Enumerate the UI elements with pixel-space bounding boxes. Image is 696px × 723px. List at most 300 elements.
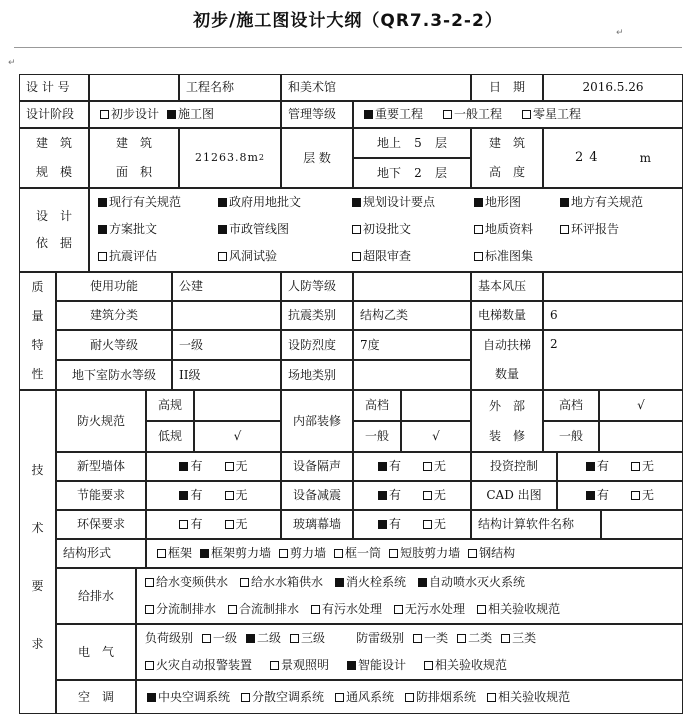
option-label: 一类 <box>424 631 449 645</box>
above-ground-floors[interactable] <box>353 128 471 158</box>
hvac-option[interactable] <box>405 690 476 705</box>
project-name-label: 工程名称 <box>179 74 281 101</box>
building-area-field[interactable] <box>179 128 281 188</box>
building-area-label <box>89 128 179 188</box>
environmental-label: 环保要求 <box>56 510 146 539</box>
yes-option[interactable] <box>378 517 401 532</box>
water-option[interactable] <box>145 602 216 617</box>
date-field[interactable]: 2016.5.26 <box>543 74 683 101</box>
option-label: 施工图 <box>178 107 215 121</box>
checkbox[interactable] <box>218 225 227 234</box>
checkbox[interactable] <box>240 578 249 587</box>
mgmt-level-label: 管理等级 <box>281 101 353 128</box>
load-option[interactable] <box>290 631 325 646</box>
checkbox[interactable] <box>378 462 387 471</box>
option-label: 有污水处理 <box>322 602 383 616</box>
yes-option[interactable] <box>586 488 609 503</box>
option-label: 分散空调系统 <box>252 689 325 704</box>
option-label: 有 <box>388 459 401 473</box>
side-char: 求 <box>31 636 44 651</box>
option-label: 给水水箱供水 <box>251 575 324 589</box>
option-label: 有 <box>596 459 609 473</box>
option-label: 中央空调系统 <box>158 689 231 704</box>
option-label: 景观照明 <box>281 658 330 672</box>
function-label: 使用功能 <box>56 272 172 301</box>
exterior-decoration-label <box>471 390 543 452</box>
structure-option[interactable] <box>200 546 271 561</box>
checkbox[interactable] <box>631 462 640 471</box>
curtain-wall-options <box>353 510 471 539</box>
checkbox[interactable] <box>145 605 154 614</box>
checkbox[interactable] <box>347 661 356 670</box>
structure-form-label: 结构形式 <box>56 539 146 568</box>
option-label: 三类 <box>512 631 537 645</box>
label-line: 外 部 <box>488 398 525 413</box>
checkbox[interactable] <box>474 225 483 234</box>
area-value: 21263.8m <box>194 151 259 165</box>
civil-defense-label: 人防等级 <box>281 272 353 301</box>
checkbox[interactable] <box>228 605 237 614</box>
label-line: 数量 <box>494 367 519 381</box>
basis-option[interactable] <box>474 222 533 237</box>
new-wall-label: 新型墙体 <box>56 452 146 481</box>
option-label: 抗震评估 <box>109 249 158 264</box>
checkbox[interactable] <box>290 634 299 643</box>
civil-defense-field[interactable] <box>353 272 471 301</box>
checkbox[interactable] <box>241 693 250 702</box>
project-name-field[interactable]: 和美术馆 <box>281 74 471 101</box>
checkbox[interactable] <box>335 693 344 702</box>
escalator-count-field[interactable]: 2 <box>543 330 683 390</box>
design-outline-table <box>19 74 683 714</box>
lightning-option[interactable] <box>413 631 448 646</box>
yes-option[interactable] <box>586 459 609 474</box>
label-line: 面 积 <box>115 165 152 179</box>
option-label: 有 <box>190 517 203 531</box>
no-option[interactable] <box>423 517 446 532</box>
option-label: 地形图 <box>485 194 522 209</box>
basis-option[interactable] <box>474 195 521 210</box>
exterior-high-label: 高档 <box>543 390 599 421</box>
checkbox[interactable] <box>167 110 176 119</box>
checkbox[interactable] <box>413 634 422 643</box>
checkbox[interactable] <box>457 634 466 643</box>
basis-option[interactable] <box>352 249 411 264</box>
low-rise-field[interactable]: √ <box>194 421 281 452</box>
page-title: 初步/施工图设计大纲（QR7.3-2-2） <box>193 11 503 31</box>
vibration-damping-label: 设备减震 <box>281 481 353 510</box>
water-drainage-options <box>136 568 683 624</box>
energy-saving-label: 节能要求 <box>56 481 146 510</box>
date-label: 日 期 <box>471 74 543 101</box>
hvac-option[interactable] <box>335 690 394 705</box>
basis-option[interactable] <box>474 249 533 264</box>
basis-option[interactable] <box>560 222 619 237</box>
checkbox[interactable] <box>477 605 486 614</box>
wind-pressure-field[interactable] <box>543 272 683 301</box>
option-label: 框一筒 <box>345 546 382 560</box>
option-label: 方案批文 <box>109 221 158 236</box>
checkbox[interactable] <box>418 578 427 587</box>
no-option[interactable] <box>225 459 248 474</box>
checkbox[interactable] <box>405 693 414 702</box>
option-label: 无 <box>235 488 248 502</box>
checkbox[interactable] <box>394 605 403 614</box>
label-line: 建 筑 <box>115 136 152 150</box>
option-row <box>137 658 682 673</box>
checkbox[interactable] <box>147 693 156 702</box>
fire-rating-field[interactable]: 一级 <box>172 330 281 360</box>
structure-option[interactable] <box>468 546 515 561</box>
water-option[interactable] <box>418 575 525 590</box>
checkbox[interactable] <box>270 661 279 670</box>
option-label: 框架 <box>168 546 193 560</box>
checkbox[interactable] <box>98 198 107 207</box>
mgmt-option-important[interactable] <box>364 107 423 122</box>
function-field[interactable]: 公建 <box>172 272 281 301</box>
mgmt-option-minor[interactable] <box>522 107 581 122</box>
option-label: 合流制排水 <box>239 602 300 616</box>
no-option[interactable] <box>631 488 654 503</box>
basis-option[interactable] <box>352 222 411 237</box>
option-label: 规划设计要点 <box>363 194 436 209</box>
side-char: 质 <box>31 280 44 294</box>
seismic-class-field[interactable]: 结构乙类 <box>353 301 471 330</box>
load-option[interactable] <box>202 631 237 646</box>
basis-row <box>90 193 682 213</box>
electrical-option[interactable] <box>270 658 329 673</box>
basis-option[interactable] <box>218 195 301 210</box>
checkbox[interactable] <box>225 462 234 471</box>
option-row <box>137 575 682 590</box>
checkbox[interactable] <box>179 520 188 529</box>
side-char: 术 <box>31 520 44 535</box>
structure-option[interactable] <box>334 546 381 561</box>
checkbox[interactable] <box>352 198 361 207</box>
no-option[interactable] <box>423 488 446 503</box>
checkbox[interactable] <box>335 578 344 587</box>
building-category-label: 建筑分类 <box>56 301 172 330</box>
checkbox[interactable] <box>334 549 343 558</box>
option-label: 钢结构 <box>479 546 516 560</box>
energy-saving-options <box>146 481 281 510</box>
lightning-option[interactable] <box>457 631 492 646</box>
option-label: 重要工程 <box>375 107 424 121</box>
label-line: 规 模 <box>35 165 72 179</box>
basis-row <box>90 247 682 267</box>
checkbox[interactable] <box>157 549 166 558</box>
area-unit-sup: 2 <box>258 153 265 162</box>
no-option[interactable] <box>225 517 248 532</box>
checkbox[interactable] <box>474 198 483 207</box>
water-option[interactable] <box>240 575 323 590</box>
design-stage-label: 设计阶段 <box>19 101 89 128</box>
option-label: 现行有关规范 <box>109 194 182 209</box>
option-label: 三级 <box>301 631 326 645</box>
checkbox[interactable] <box>311 605 320 614</box>
fire-rating-label: 耐火等级 <box>56 330 172 360</box>
checkbox[interactable] <box>100 110 109 119</box>
checkbox[interactable] <box>225 520 234 529</box>
water-option[interactable] <box>311 602 382 617</box>
checkbox[interactable] <box>364 110 373 119</box>
electrical-option[interactable] <box>347 658 406 673</box>
lightning-level-label: 防雷级别 <box>356 631 405 645</box>
hvac-label: 空 调 <box>56 680 136 714</box>
vibration-damping-options <box>353 481 471 510</box>
side-char: 特 <box>31 338 44 352</box>
option-label: 给水变频供水 <box>156 575 229 589</box>
calc-software-field[interactable] <box>601 510 683 539</box>
exterior-general-field[interactable] <box>599 421 683 452</box>
option-label: 有 <box>388 488 401 502</box>
option-label: 无 <box>642 459 655 473</box>
basis-option[interactable] <box>98 195 181 210</box>
stage-option-preliminary[interactable] <box>100 107 159 122</box>
option-label: 智能设计 <box>358 658 407 672</box>
exterior-high-field[interactable]: √ <box>599 390 683 421</box>
option-label: 初设批文 <box>363 221 412 236</box>
paragraph-mark: ↵ <box>8 58 16 68</box>
yes-option[interactable] <box>179 517 202 532</box>
interior-high-label: 高档 <box>353 390 401 421</box>
water-option[interactable] <box>335 575 406 590</box>
checkbox[interactable] <box>225 491 234 500</box>
site-category-label: 场地类别 <box>281 360 353 390</box>
option-label: 风洞试验 <box>229 249 278 264</box>
interior-general-field[interactable]: √ <box>401 421 471 452</box>
option-label: 二类 <box>468 631 493 645</box>
checkbox[interactable] <box>179 462 188 471</box>
mgmt-level-options <box>353 101 683 128</box>
option-label: 环评报告 <box>571 221 620 236</box>
structure-option[interactable] <box>279 546 326 561</box>
elevator-count-label: 电梯数量 <box>471 301 543 330</box>
water-option[interactable] <box>145 575 228 590</box>
label-line: 依 据 <box>35 236 72 250</box>
curtain-wall-label: 玻璃幕墙 <box>281 510 353 539</box>
checkbox[interactable] <box>98 252 107 261</box>
checkbox[interactable] <box>98 225 107 234</box>
option-label: 有 <box>190 488 203 502</box>
checkbox[interactable] <box>378 491 387 500</box>
checkbox[interactable] <box>560 198 569 207</box>
option-label: 有 <box>596 488 609 502</box>
checkbox[interactable] <box>145 578 154 587</box>
structure-form-options <box>146 539 683 568</box>
checkbox[interactable] <box>522 110 531 119</box>
basis-option[interactable] <box>98 249 157 264</box>
high-rise-field[interactable] <box>194 390 281 421</box>
checkbox[interactable] <box>352 225 361 234</box>
floors-label: 层 数 <box>281 128 353 188</box>
no-option[interactable] <box>631 459 654 474</box>
option-label: 零星工程 <box>533 107 582 121</box>
water-drainage-label: 给排水 <box>56 568 136 624</box>
hvac-option[interactable] <box>487 690 570 705</box>
building-height-field[interactable] <box>543 128 683 188</box>
fire-code-label: 防火规范 <box>56 390 146 452</box>
above-value: 5 <box>414 135 422 150</box>
above-label: 地上 <box>376 135 401 150</box>
checkbox[interactable] <box>586 462 595 471</box>
yes-option[interactable] <box>179 488 202 503</box>
water-option[interactable] <box>228 602 299 617</box>
checkbox[interactable] <box>352 252 361 261</box>
option-label: 无 <box>434 488 447 502</box>
checkbox[interactable] <box>389 549 398 558</box>
structure-option[interactable] <box>389 546 460 561</box>
tech-side-label <box>19 390 56 714</box>
design-basis-options <box>89 188 683 272</box>
option-label: 初步设计 <box>111 107 160 121</box>
basis-option[interactable] <box>352 195 435 210</box>
seismic-intensity-label: 设防烈度 <box>281 330 353 360</box>
hvac-option[interactable] <box>241 690 324 705</box>
side-char: 技 <box>31 462 44 477</box>
basement-waterproof-field[interactable]: II级 <box>172 360 281 390</box>
option-label: 防排烟系统 <box>416 689 477 704</box>
checkbox[interactable] <box>246 634 255 643</box>
checkbox[interactable] <box>586 491 595 500</box>
option-label: 无 <box>642 488 655 502</box>
checkbox[interactable] <box>378 520 387 529</box>
checkbox[interactable] <box>218 198 227 207</box>
height-value: 24 <box>575 149 604 165</box>
checkbox[interactable] <box>200 549 209 558</box>
building-height-label <box>471 128 543 188</box>
yes-option[interactable] <box>179 459 202 474</box>
seismic-class-label: 抗震类别 <box>281 301 353 330</box>
label-line: 装 修 <box>488 428 525 443</box>
basis-option[interactable] <box>218 249 277 264</box>
low-rise-label: 低规 <box>146 421 194 452</box>
checkbox[interactable] <box>560 225 569 234</box>
checkbox[interactable] <box>179 491 188 500</box>
label-line: 设 计 <box>35 209 72 223</box>
site-category-field[interactable] <box>353 360 471 390</box>
below-ground-floors[interactable] <box>353 158 471 188</box>
design-basis-label <box>19 188 89 272</box>
new-wall-options <box>146 452 281 481</box>
below-value: 2 <box>414 165 422 180</box>
option-label: 地质资料 <box>485 221 534 236</box>
option-row <box>137 602 682 617</box>
no-option[interactable] <box>225 488 248 503</box>
load-option[interactable] <box>246 631 281 646</box>
option-label: 有 <box>190 459 203 473</box>
hvac-option[interactable] <box>147 690 230 705</box>
yes-option[interactable] <box>378 459 401 474</box>
building-category-field[interactable] <box>172 301 281 330</box>
investment-control-options <box>557 452 683 481</box>
option-label: 消火栓系统 <box>346 575 407 589</box>
option-label: 二级 <box>257 631 282 645</box>
option-label: 一级 <box>213 631 238 645</box>
no-option[interactable] <box>423 459 446 474</box>
basis-option[interactable] <box>98 222 157 237</box>
checkbox[interactable] <box>145 661 154 670</box>
side-char: 性 <box>31 367 44 381</box>
lightning-option[interactable] <box>501 631 536 646</box>
checkbox[interactable] <box>218 252 227 261</box>
checkbox[interactable] <box>443 110 452 119</box>
electrical-option[interactable] <box>424 658 507 673</box>
water-option[interactable] <box>394 602 465 617</box>
option-label: 市政管线图 <box>229 221 290 236</box>
checkbox[interactable] <box>202 634 211 643</box>
option-label: 无 <box>434 459 447 473</box>
cad-output-options <box>557 481 683 510</box>
checkbox[interactable] <box>424 661 433 670</box>
checkbox[interactable] <box>487 693 496 702</box>
checkbox[interactable] <box>423 491 432 500</box>
structure-option[interactable] <box>157 546 192 561</box>
design-stage-options <box>89 101 281 128</box>
basement-waterproof-label: 地下室防水等级 <box>56 360 172 390</box>
option-label: 无 <box>235 459 248 473</box>
interior-general-label: 一般 <box>353 421 401 452</box>
option-label: 相关验收规范 <box>498 689 571 704</box>
floor-unit: 层 <box>435 165 448 180</box>
option-label: 剪力墙 <box>290 546 327 560</box>
elevator-count-field[interactable]: 6 <box>543 301 683 330</box>
option-label: 短肢剪力墙 <box>400 546 461 560</box>
floor-unit: 层 <box>435 135 448 150</box>
basis-option[interactable] <box>218 222 289 237</box>
sound-isolation-options <box>353 452 471 481</box>
option-label: 政府用地批文 <box>229 194 302 209</box>
mgmt-option-general[interactable] <box>443 107 502 122</box>
checkbox[interactable] <box>468 549 477 558</box>
option-label: 无污水处理 <box>405 602 466 616</box>
stage-option-construction[interactable] <box>167 107 214 122</box>
option-label: 标准图集 <box>485 249 534 264</box>
interior-high-field[interactable] <box>401 390 471 421</box>
option-label: 有 <box>388 517 401 531</box>
seismic-intensity-field[interactable]: 7度 <box>353 330 471 360</box>
checkbox[interactable] <box>474 252 483 261</box>
option-label: 地方有关规范 <box>571 194 644 209</box>
side-char: 要 <box>31 578 44 593</box>
building-scale-label <box>19 128 89 188</box>
height-unit: m <box>639 150 651 165</box>
side-char: 量 <box>31 309 44 323</box>
checkbox[interactable] <box>279 549 288 558</box>
checkbox[interactable] <box>631 491 640 500</box>
basis-row <box>90 220 682 240</box>
checkbox[interactable] <box>501 634 510 643</box>
water-option[interactable] <box>477 602 560 617</box>
checkbox[interactable] <box>423 520 432 529</box>
option-label: 一般工程 <box>454 107 503 121</box>
basis-option[interactable] <box>560 195 643 210</box>
electrical-option[interactable] <box>145 658 252 673</box>
option-label: 无 <box>235 517 248 531</box>
quality-side-label <box>19 272 56 390</box>
yes-option[interactable] <box>378 488 401 503</box>
checkbox[interactable] <box>423 462 432 471</box>
escalator-count-label <box>471 330 543 390</box>
label-line: 高 度 <box>488 165 525 179</box>
design-no-field[interactable] <box>89 74 179 101</box>
option-row <box>137 631 682 646</box>
option-label: 通风系统 <box>346 689 395 704</box>
paragraph-mark: ↵ <box>616 28 624 38</box>
option-label: 框架剪力墙 <box>211 546 272 560</box>
investment-control-label: 投资控制 <box>471 452 557 481</box>
design-no-label: 设 计 号 <box>19 74 89 101</box>
